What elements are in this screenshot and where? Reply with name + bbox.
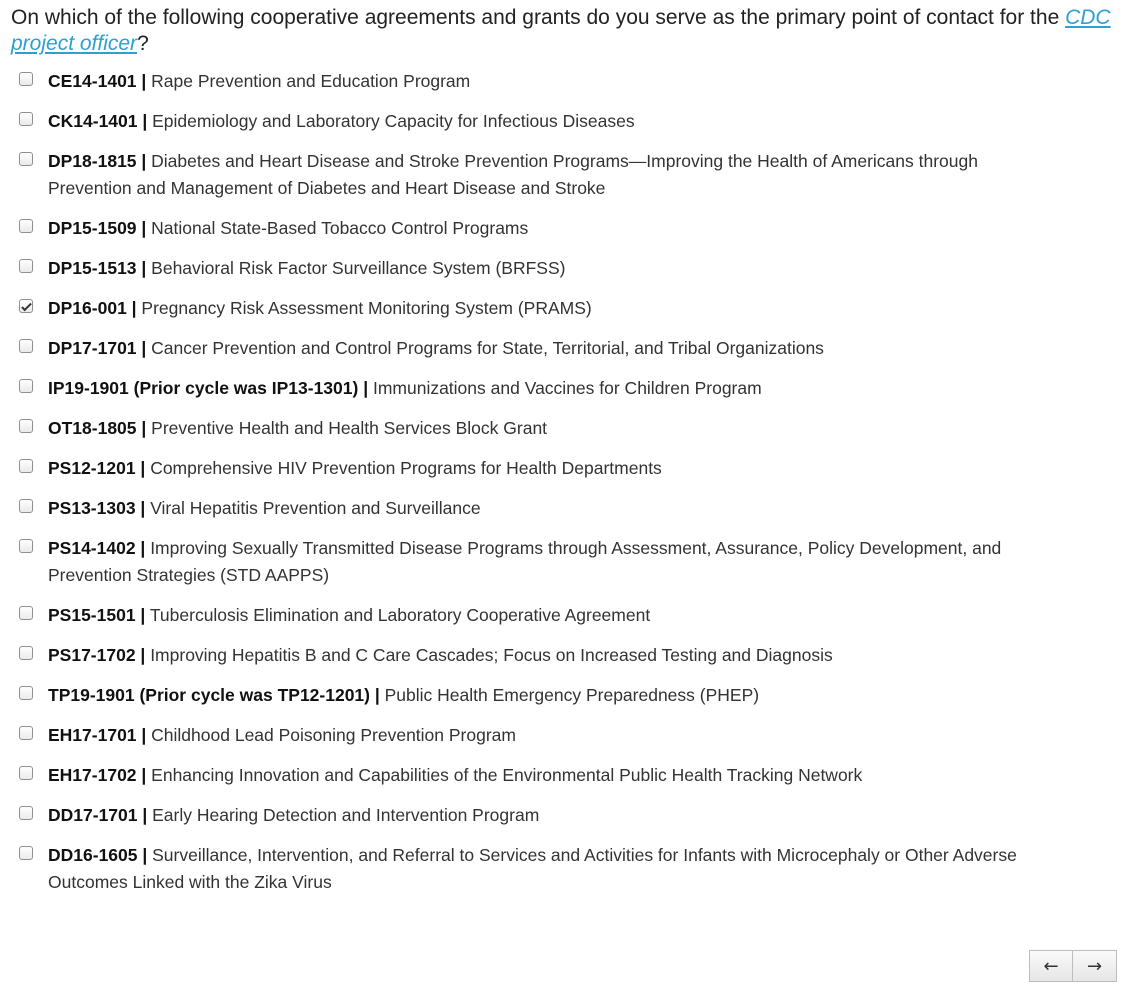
option-code: EH17-1701 |: [48, 725, 147, 745]
checkbox[interactable]: [19, 686, 33, 700]
option-label: [48, 255, 565, 282]
checkbox[interactable]: [19, 72, 33, 86]
option-tp19-1901[interactable]: [19, 682, 1019, 709]
checkbox[interactable]: [19, 299, 33, 313]
checkbox[interactable]: [19, 112, 33, 126]
option-label: [48, 602, 650, 629]
option-label: [48, 802, 539, 829]
option-name: Enhancing Innovation and Capabilities of the Environmental Public Health Tracking Network: [146, 765, 863, 785]
option-code: DP17-1701 |: [48, 338, 147, 358]
checkbox[interactable]: [19, 499, 33, 513]
option-label: [48, 295, 592, 322]
option-name: Viral Hepatitis Prevention and Surveillance: [145, 498, 481, 518]
checkbox[interactable]: [19, 766, 33, 780]
option-name: Public Health Emergency Preparedness (PHEP): [379, 685, 760, 705]
option-dp15-1513[interactable]: [19, 255, 1019, 282]
checkbox[interactable]: [19, 459, 33, 473]
option-code: DP15-1513 |: [48, 258, 147, 278]
option-dd17-1701[interactable]: [19, 802, 1019, 829]
option-code: PS13-1303 |: [48, 498, 146, 518]
checkbox[interactable]: [19, 379, 33, 393]
next-button[interactable]: →: [1073, 950, 1117, 982]
option-name: Comprehensive HIV Prevention Programs for Health Departments: [145, 458, 662, 478]
option-code: PS12-1201 |: [48, 458, 146, 478]
option-name: Improving Sexually Transmitted Disease Programs through Assessment, Assurance, Policy Development, and Prevention Strategies (STD AAPPS): [48, 538, 1002, 585]
checkbox[interactable]: [19, 846, 33, 860]
option-label: [48, 415, 547, 442]
option-label: [48, 215, 528, 242]
option-ps13-1303[interactable]: [19, 495, 1019, 522]
option-ps17-1702[interactable]: [19, 642, 1019, 669]
option-code: DD16-1605 |: [48, 845, 148, 865]
option-code: DD17-1701 |: [48, 805, 148, 825]
option-label: [48, 682, 759, 709]
option-code: DP18-1815 |: [48, 151, 147, 171]
cdc-project-officer-link[interactable]: CDC project officer: [11, 6, 1111, 55]
checkbox[interactable]: [19, 259, 33, 273]
checkbox[interactable]: [19, 339, 33, 353]
option-eh17-1702[interactable]: [19, 762, 1019, 789]
option-label: [48, 148, 1019, 202]
option-ps12-1201[interactable]: [19, 455, 1019, 482]
option-code: IP19-1901 (Prior cycle was IP13-1301) |: [48, 378, 369, 398]
back-button[interactable]: ←: [1029, 950, 1073, 982]
option-dp16-001[interactable]: [19, 295, 1019, 322]
checkbox[interactable]: [19, 806, 33, 820]
question-suffix: ?: [137, 32, 149, 55]
option-name: Epidemiology and Laboratory Capacity for Infectious Diseases: [147, 111, 635, 131]
option-name: Cancer Prevention and Control Programs for State, Territorial, and Tribal Organizations: [146, 338, 824, 358]
option-ot18-1805[interactable]: [19, 415, 1019, 442]
option-code: PS15-1501 |: [48, 605, 146, 625]
option-label: [48, 722, 516, 749]
option-name: National State-Based Tobacco Control Programs: [146, 218, 529, 238]
option-code: PS17-1702 |: [48, 645, 146, 665]
option-name: Immunizations and Vaccines for Children Program: [368, 378, 762, 398]
checkbox[interactable]: [19, 726, 33, 740]
option-label: [48, 108, 635, 135]
option-dd16-1605[interactable]: [19, 842, 1019, 896]
option-name: Behavioral Risk Factor Surveillance System (BRFSS): [146, 258, 566, 278]
option-name: Rape Prevention and Education Program: [146, 71, 471, 91]
option-name: Diabetes and Heart Disease and Stroke Prevention Programs—Improving the Health of Americans through Prevention and Management of Diabetes and Heart Disease and Stroke: [48, 151, 978, 198]
option-dp15-1509[interactable]: [19, 215, 1019, 242]
option-name: Childhood Lead Poisoning Prevention Program: [146, 725, 516, 745]
option-label: [48, 335, 824, 362]
option-label: [48, 762, 862, 789]
option-name: Improving Hepatitis B and C Care Cascades; Focus on Increased Testing and Diagnosis: [145, 645, 833, 665]
option-dp17-1701[interactable]: [19, 335, 1019, 362]
checkbox[interactable]: [19, 219, 33, 233]
option-ce14-1401[interactable]: [19, 68, 1019, 95]
navigation-buttons: [1029, 950, 1117, 982]
option-label: [48, 375, 762, 402]
option-ps15-1501[interactable]: [19, 602, 1019, 629]
checkbox[interactable]: [19, 539, 33, 553]
option-label: [48, 642, 833, 669]
option-label: [48, 495, 481, 522]
option-code: DP16-001 |: [48, 298, 137, 318]
checkbox[interactable]: [19, 606, 33, 620]
option-code: PS14-1402 |: [48, 538, 146, 558]
option-ck14-1401[interactable]: [19, 108, 1019, 135]
checkbox[interactable]: [19, 152, 33, 166]
option-code: OT18-1805 |: [48, 418, 147, 438]
option-ip19-1901[interactable]: [19, 375, 1019, 402]
option-name: Preventive Health and Health Services Block Grant: [146, 418, 548, 438]
option-dp18-1815[interactable]: [19, 148, 1019, 202]
question-text: [11, 5, 1111, 57]
option-code: TP19-1901 (Prior cycle was TP12-1201) |: [48, 685, 380, 705]
options-list: [19, 68, 1019, 909]
option-name: Tuberculosis Elimination and Laboratory Cooperative Agreement: [145, 605, 651, 625]
option-code: CK14-1401 |: [48, 111, 148, 131]
option-ps14-1402[interactable]: [19, 535, 1019, 589]
option-label: [48, 535, 1019, 589]
checkbox[interactable]: [19, 646, 33, 660]
option-name: Early Hearing Detection and Intervention Program: [147, 805, 540, 825]
option-code: DP15-1509 |: [48, 218, 147, 238]
option-label: [48, 68, 470, 95]
option-code: CE14-1401 |: [48, 71, 147, 91]
option-eh17-1701[interactable]: [19, 722, 1019, 749]
option-name: Pregnancy Risk Assessment Monitoring System (PRAMS): [136, 298, 592, 318]
question-prefix: On which of the following cooperative agreements and grants do you serve as the primary point of contact for the: [11, 6, 1066, 29]
option-label: [48, 455, 662, 482]
checkbox[interactable]: [19, 419, 33, 433]
option-name: Surveillance, Intervention, and Referral to Services and Activities for Infants with Microcephaly or Other Adverse Outcomes Linked with the Zika Virus: [48, 845, 1017, 892]
option-code: EH17-1702 |: [48, 765, 147, 785]
option-label: [48, 842, 1019, 896]
